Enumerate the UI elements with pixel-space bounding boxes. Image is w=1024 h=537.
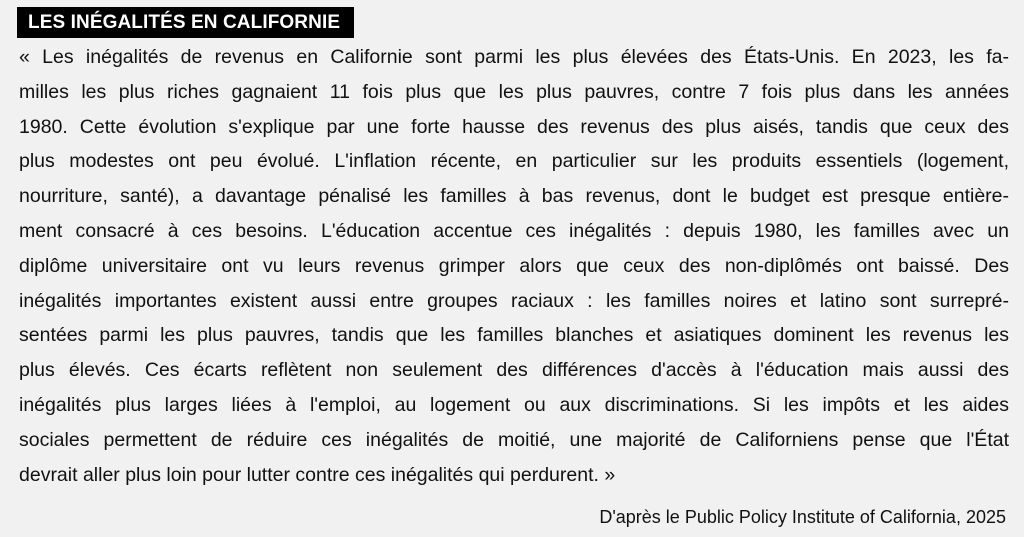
quote-line: nourriture, santé), a davantage pénalisé les familles à bas revenus, dont le budget est presque entière- bbox=[19, 185, 1009, 208]
quote-line: diplôme universitaire ont vu leurs revenus grimper alors que ceux des non-diplômés ont baissé. Des bbox=[19, 254, 1009, 277]
source-citation: D'après le Public Policy Institute of California, 2025 bbox=[599, 507, 1006, 527]
quote-line: inégalités importantes existent aussi entre groupes raciaux : les familles noires et latino sont surrepré- bbox=[19, 289, 1009, 312]
quote-line: plus modestes ont peu évolué. L'inflation récente, en particulier sur les produits essentiels (logement, bbox=[19, 150, 1009, 173]
quote-line: ment consacré à ces besoins. L'éducation accentue ces inégalités : depuis 1980, les familles avec un bbox=[19, 219, 1009, 242]
quote-line: sociales permettent de réduire ces inégalités de moitié, une majorité de Californiens pense que l'État bbox=[19, 428, 1009, 451]
document-title: LES INÉGALITÉS EN CALIFORNIE bbox=[17, 7, 354, 38]
quote-paragraph bbox=[19, 40, 1009, 492]
quote-line: sentées parmi les plus pauvres, tandis que les familles blanches et asiatiques dominent les revenus les bbox=[19, 324, 1009, 347]
quote-line: 1980. Cette évolution s'explique par une forte hausse des revenus des plus aisés, tandis que ceux des bbox=[19, 115, 1009, 138]
quote-line: milles les plus riches gagnaient 11 fois plus que les plus pauvres, contre 7 fois plus dans les années bbox=[19, 80, 1009, 103]
quote-line: plus élevés. Ces écarts reflètent non seulement des différences d'accès à l'éducation mais aussi des bbox=[19, 359, 1009, 382]
quote-line: inégalités plus larges liées à l'emploi, au logement ou aux discriminations. Si les impôts et les aides bbox=[19, 393, 1009, 416]
quote-line: « Les inégalités de revenus en Californie sont parmi les plus élevées des États-Unis. En 2023, les fa- bbox=[19, 46, 1009, 68]
quote-line: devrait aller plus loin pour lutter contre ces inégalités qui perdurent. » bbox=[19, 463, 616, 486]
